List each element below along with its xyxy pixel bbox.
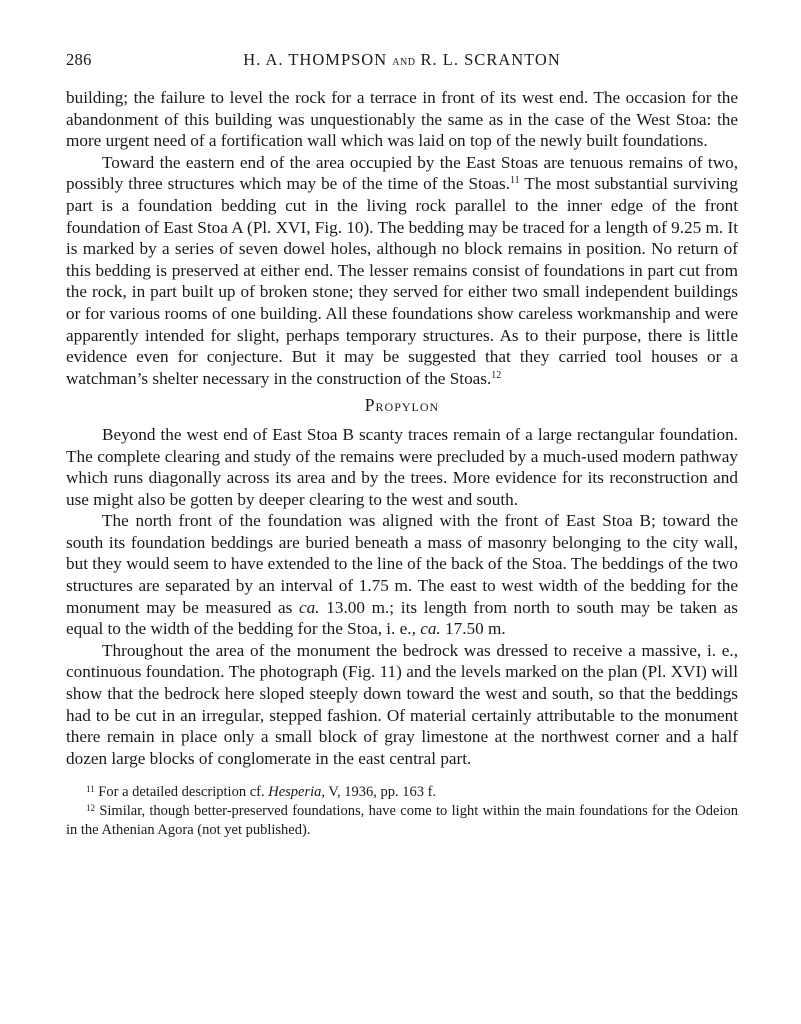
- paragraph-4-part-c: 17.50 m.: [440, 619, 506, 639]
- page-header: [66, 50, 738, 76]
- paragraph-5: Throughout the area of the monument the bedrock was dressed to receive a massive, i. e., continuous foundation. The photograph (Fig. 11) and the levels marked on the plan (Pl. XVI) will show that the bedrock here sloped steeply down toward the west and south, so that the beddings had to be cut in an irregular, stepped fashion. Of material certainly attributable to the monument there remain in place only a small block of gray limestone at the northwest corner and a half dozen large blocks of conglomerate in the east central part.: [66, 640, 738, 768]
- author-1: H. A. THOMPSON: [243, 50, 388, 69]
- footnote-number: 12: [86, 803, 95, 814]
- circa-1: ca.: [299, 597, 320, 617]
- paragraph-2-part-a: Toward the eastern end of the area occupied by the East Stoas are tenuous remains of two, possibly three structures which may be of the time of the Stoas.: [66, 152, 738, 194]
- footnote-number: 11: [86, 784, 95, 795]
- body-text: [66, 87, 738, 769]
- paragraph-4-part-b: 13.00 m.; its length from north to south may be taken as equal to the width of the bedding for the Stoa, i. e.,: [66, 597, 738, 639]
- paragraph-4: [66, 510, 738, 640]
- author-2: R. L. SCRANTON: [420, 50, 561, 69]
- page: [66, 50, 738, 840]
- paragraph-2: [66, 152, 738, 390]
- section-heading: Propylon: [364, 395, 440, 416]
- running-head: [66, 50, 738, 70]
- footnote-11: [66, 783, 738, 802]
- page-number: 286: [66, 50, 92, 69]
- journal-title: Hesperia: [268, 784, 322, 801]
- author-conjunction: and: [392, 54, 416, 69]
- footnote-ref-12[interactable]: 12: [491, 369, 502, 381]
- circa-2: ca.: [420, 619, 441, 639]
- paragraph-3: Beyond the west end of East Stoa B scanty traces remain of a large rectangular foundation. The complete clearing and study of the remains were precluded by a much-used modern pathway which runs diagonally across its area and by the trees. More evidence for its reconstruction and use might also be gotten by deeper clearing to the west and south.: [66, 424, 738, 509]
- footnote-12: [66, 802, 738, 840]
- footnotes: [66, 783, 738, 840]
- footnote-ref-11[interactable]: 11: [510, 175, 520, 187]
- paragraph-4-part-a: The north front of the foundation was aligned with the front of East Stoa B; toward the south its foundation beddings are buried beneath a mass of masonry belonging to the city wall, but they would seem to have extended to the line of the back of the Stoa. The beddings of the two structures are separated by an interval of 1.75 m. The east to west width of the bedding for the monument may be measured as: [66, 511, 738, 617]
- footnote-11-text: For a detailed description cf.: [98, 784, 269, 801]
- footnote-12-text: Similar, though better-preserved foundations, have come to light within the main foundations for the Odeion in the Athenian Agora (not yet published).: [66, 803, 739, 839]
- footnote-11-citation: , V, 1936, pp. 163 f.: [321, 784, 437, 801]
- paragraph-1: building; the failure to level the rock for a terrace in front of its west end. The occasion for the abandonment of this building was unquestionably the same as in the case of the West Stoa: the more urgent need of a fortification wall which was laid on top of the newly built foundations.: [66, 88, 738, 151]
- paragraph-2-part-b: The most substantial surviving part is a foundation bedding cut in the living rock parallel to the inner edge of the front foundation of East Stoa A (Pl. XVI, Fig. 10). The bedding may be traced for a length of 9.25 m. It is marked by a series of seven dowel holes, although no block remains in position. No return of this bedding is preserved at either end. The lesser remains consist of foundations in part cut from the rock, in part built up of broken stone; they served for either two small independent buildings or for various rooms of one building. All these foundations show careless workmanship and were apparently intended for slight, perhaps temporary structures. As to their purpose, there is little evidence even for conjecture. But it may be suggested that they carried tool houses or a watchman’s shelter necessary in the construction of the Stoas.: [66, 174, 738, 388]
